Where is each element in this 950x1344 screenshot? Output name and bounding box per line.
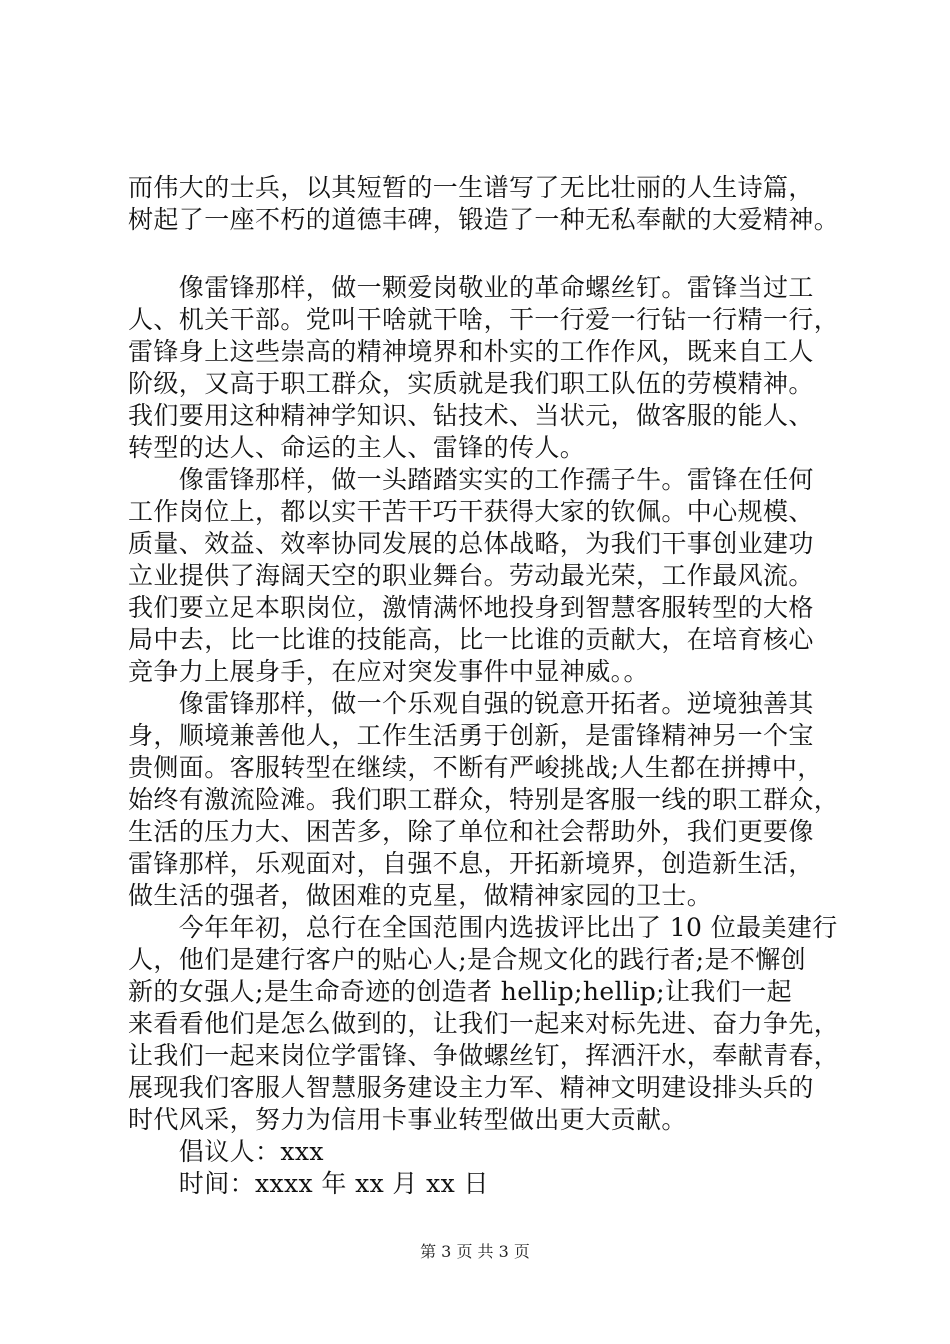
text-line: 展现我们客服人智慧服务建设主力军、精神文明建设排头兵的: [128, 1073, 814, 1102]
text-line: 新的女强人;是生命奇迹的创造者 hellip;hellip;让我们一起: [128, 977, 792, 1006]
text-line: 始终有激流险滩。我们职工群众，特别是客服一线的职工群众，: [128, 785, 840, 814]
text-line: 竞争力上展身手，在应对突发事件中显神威。。: [128, 657, 649, 686]
text-line: 让我们一起来岗位学雷锋、争做螺丝钉，挥洒汗水，奉献青春，: [128, 1041, 840, 1070]
text-line: 雷锋身上这些崇高的精神境界和朴实的工作作风，既来自工人: [128, 337, 814, 366]
text-line: 质量、效益、效率协同发展的总体战略，为我们干事创业建功: [128, 529, 814, 558]
text-line: 而伟大的士兵，以其短暂的一生谱写了无比壮丽的人生诗篇，: [128, 173, 814, 202]
text-line: 身，顺境兼善他人，工作生活勇于创新，是雷锋精神另一个宝: [128, 721, 814, 750]
text-line: 雷锋那样，乐观面对，自强不息，开拓新境界，创造新生活，: [128, 849, 814, 878]
text-line: 人、机关干部。党叫干啥就干啥，干一行爱一行钻一行精一行，: [128, 305, 840, 334]
paragraph-block-main: [128, 272, 850, 1200]
text-line: 时间：xxxx 年 xx 月 xx 日: [128, 1169, 489, 1198]
text-line: 树起了一座不朽的道德丰碑，锻造了一种无私奉献的大爱精神。: [128, 205, 840, 234]
paragraph-gap: [128, 236, 850, 272]
text-line: 立业提供了海阔天空的职业舞台。劳动最光荣，工作最风流。: [128, 561, 814, 590]
text-line: 人，他们是建行客户的贴心人;是合规文化的践行者;是不懈创: [128, 945, 807, 974]
text-line: 工作岗位上，都以实干苦干巧干获得大家的钦佩。中心规模、: [128, 497, 814, 526]
paragraph-block-intro: [128, 172, 850, 236]
text-line: 像雷锋那样，做一头踏踏实实的工作孺子牛。雷锋在任何: [128, 465, 814, 494]
text-line: 时代风采，努力为信用卡事业转型做出更大贡献。: [128, 1105, 687, 1134]
text-line: 阶级，又高于职工群众，实质就是我们职工队伍的劳模精神。: [128, 369, 814, 398]
document-body: [128, 172, 850, 1200]
text-line: 像雷锋那样，做一个乐观自强的锐意开拓者。逆境独善其: [128, 689, 814, 718]
text-line: 转型的达人、命运的主人、雷锋的传人。: [128, 433, 586, 462]
text-line: 做生活的强者，做困难的克星，做精神家园的卫士。: [128, 881, 713, 910]
text-line: 生活的压力大、困苦多，除了单位和社会帮助外，我们更要像: [128, 817, 814, 846]
text-line: 贵侧面。客服转型在继续，不断有严峻挑战;人生都在拼搏中，: [128, 753, 823, 782]
page-number-footer: 第 3 页 共 3 页: [420, 1242, 530, 1261]
text-line: 我们要立足本职岗位，激情满怀地投身到智慧客服转型的大格: [128, 593, 814, 622]
text-line: 倡议人：xxx: [128, 1137, 324, 1166]
text-line: 今年年初，总行在全国范围内选拔评比出了 10 位最美建行: [128, 913, 838, 942]
text-line: 我们要用这种精神学知识、钻技术、当状元，做客服的能人、: [128, 401, 814, 430]
text-line: 来看看他们是怎么做到的，让我们一起来对标先进、奋力争先，: [128, 1009, 840, 1038]
text-line: 像雷锋那样，做一颗爱岗敬业的革命螺丝钉。雷锋当过工: [128, 273, 814, 302]
text-line: 局中去，比一比谁的技能高，比一比谁的贡献大，在培育核心: [128, 625, 814, 654]
